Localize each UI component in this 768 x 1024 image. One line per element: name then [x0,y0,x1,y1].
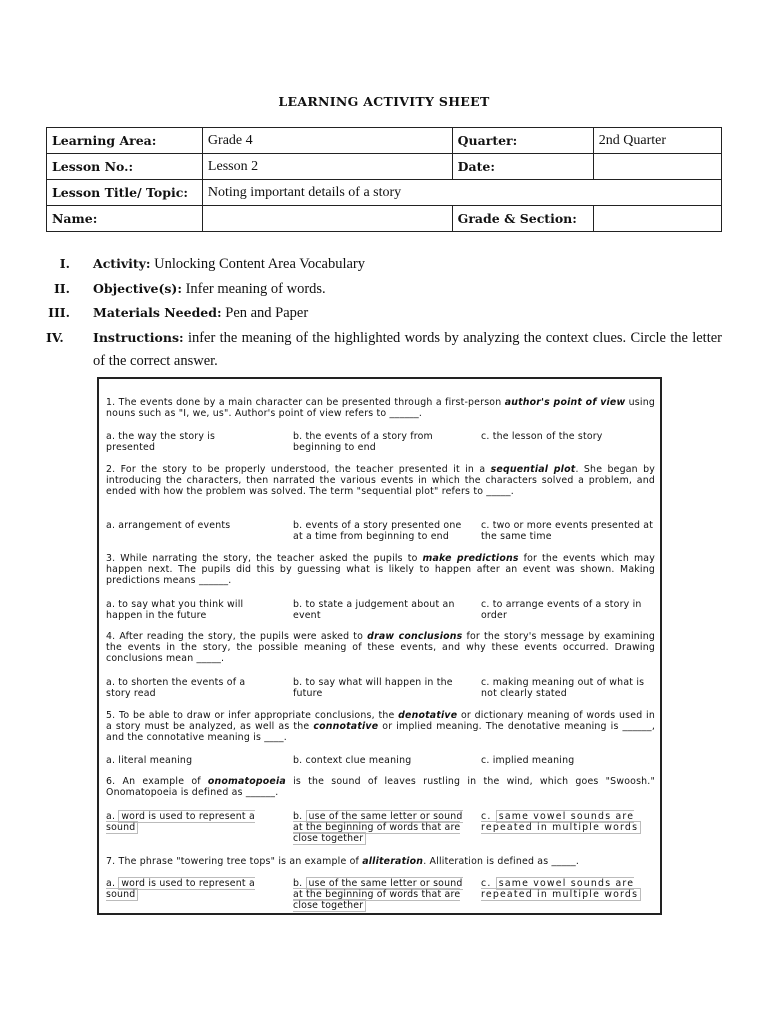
option-c[interactable]: c. the lesson of the story [481,431,603,442]
highlighted-term: make predictions [422,553,519,564]
item-number: II. [53,280,70,296]
option-letter: a. [106,811,116,822]
highlighted-term: alliteration [362,856,424,867]
item-label: Activity: [93,256,151,271]
question-5 [106,710,655,743]
question-4 [106,631,655,664]
question-text [106,856,655,867]
option-text: same vowel sounds are repeated in multiple words [481,810,641,834]
learning-area-label: Learning Area: [47,128,203,154]
option-a[interactable] [106,811,266,833]
list-item [46,326,722,374]
highlighted-term: author's point of view [504,397,626,408]
option-text: word is used to represent a sound [106,878,255,900]
question-1 [106,397,655,419]
table-row [47,206,722,232]
item-label: Objective(s): [93,280,182,296]
option-b[interactable]: b. the events of a story from beginning to end [293,431,433,453]
option-letter: a. [106,878,116,889]
item-label: Instructions: [93,329,184,345]
question-3 [106,553,655,586]
option-text: use of the same letter or sound at the beginning of words that are close together [293,878,463,911]
option-b[interactable] [293,878,463,911]
item-number: IV. [46,329,64,345]
question-text-part: 3. While narrating the story, the teacher asked the pupils to [106,553,423,564]
topic-label: Lesson Title/ Topic: [47,180,203,206]
option-letter: c. [481,811,492,822]
table-row [47,180,722,206]
item-number: I. [59,256,70,271]
question-text-part: using nouns such as "I, we, us". Author's point of view refers to ______. [106,397,655,419]
question-text-part: 7. The phrase "towering tree tops" is an example of [106,856,363,867]
item-number: III. [48,305,70,320]
question-text [106,464,655,497]
option-a[interactable]: a. the way the story is presented [106,431,216,453]
table-row [47,128,722,154]
option-letter: b. [293,878,303,889]
question-text-part: or dictionary meaning of words used in a story must be analyzed, as well as the [106,710,655,732]
table-row [47,154,722,180]
option-c[interactable]: c. to arrange events of a story in order [481,599,642,621]
question-text-part: 6. An example of [106,776,208,787]
grade-section-label: Grade & Section: [452,206,593,232]
lesson-info-table [46,127,722,232]
topic-value[interactable]: Noting important details of a story [202,180,721,206]
item-text: Infer meaning of words. [185,280,326,297]
option-letter: c. [481,878,492,889]
option-a[interactable]: a. arrangement of events [106,520,231,531]
option-c[interactable]: c. implied meaning [481,755,575,766]
question-text [106,397,655,419]
highlighted-term: connotative [313,721,379,732]
option-b[interactable]: b. to say what will happen in the future [293,677,453,699]
highlighted-term: sequential plot [490,464,576,475]
sheet-title: LEARNING ACTIVITY SHEET [278,94,490,109]
option-b[interactable]: b. to state a judgement about an event [293,599,455,621]
option-c[interactable] [481,878,655,900]
item-text: Unlocking Content Area Vocabulary [154,256,366,272]
option-b[interactable] [293,811,463,844]
option-c[interactable]: c. making meaning out of what is not clearly stated [481,677,645,699]
question-text-part: for the events which may happen next. The pupils did this by guessing what is likely to happen after an event was shown. Making predictions means ______. [106,553,655,586]
lesson-no-label: Lesson No.: [47,154,203,180]
quarter-value[interactable]: 2nd Quarter [593,128,721,154]
option-text: use of the same letter or sound at the beginning of words that are close together [293,811,463,844]
option-a[interactable]: a. literal meaning [106,755,193,766]
option-c[interactable]: c. two or more events presented at the same time [481,520,654,542]
question-text [106,710,655,743]
date-field[interactable] [593,154,721,180]
highlighted-term: onomatopoeia [207,776,286,787]
learning-area-value[interactable]: Grade 4 [202,128,452,154]
questions-box [97,377,662,915]
question-text-part: is the sound of leaves rustling in the wind, which goes "Swoosh." Onomatopoeia is defined as ______. [106,776,655,798]
item-text: infer the meaning of the highlighted words by analyzing the context clues. Circle the letter of the correct answer. [93,329,722,369]
option-b[interactable]: b. events of a story presented one at a time from beginning to end [293,520,462,542]
option-a[interactable]: a. to shorten the events of a story read [106,677,246,699]
activity-items [46,252,722,374]
question-text-part: 5. To be able to draw or infer appropriate conclusions, the [106,710,399,721]
question-2 [106,464,655,497]
question-text-part: 1. The events done by a main character can be presented through a first-person [106,397,505,408]
lesson-no-value[interactable]: Lesson 2 [202,154,452,180]
question-text [106,553,655,586]
question-text-part: or implied meaning. The denotative meaning is ______, and the connotative meaning is ____. [106,721,655,743]
option-text: same vowel sounds are repeated in multiple words [481,877,641,901]
question-text-part: 2. For the story to be properly understood, the teacher presented it in a [106,464,491,475]
option-c[interactable] [481,811,655,833]
question-text-part: . Alliteration is defined as _____. [423,856,580,867]
question-7 [106,856,655,867]
list-item [46,277,722,302]
question-6 [106,776,655,798]
name-label: Name: [47,206,203,232]
quarter-label: Quarter: [452,128,593,154]
option-a[interactable]: a. to say what you think will happen in the future [106,599,244,621]
grade-section-field[interactable] [593,206,721,232]
highlighted-term: denotative [398,710,458,721]
question-text-part: for the story's message by examining the events in the story, the possible meaning of these events, and why these events occurred. Drawing conclusions mean _____. [106,631,655,664]
highlighted-term: draw conclusions [367,631,463,642]
question-text-part: . She began by introducing the characters, then narrated the various events in which the characters solved a problem, and ended with how the problem was solved. The term "sequential plot" refers to _____. [106,464,656,497]
name-field[interactable] [202,206,452,232]
item-label: Materials Needed: [93,305,222,320]
date-label: Date: [452,154,593,180]
question-text [106,776,655,798]
option-b[interactable]: b. context clue meaning [293,755,412,766]
list-item [46,252,722,277]
item-text: Pen and Paper [225,305,309,321]
list-item [46,301,722,326]
option-a[interactable] [106,878,266,900]
question-text [106,631,655,664]
option-text: word is used to represent a sound [106,811,255,833]
option-letter: b. [293,811,303,822]
question-text-part: 4. After reading the story, the pupils were asked to [106,631,368,642]
